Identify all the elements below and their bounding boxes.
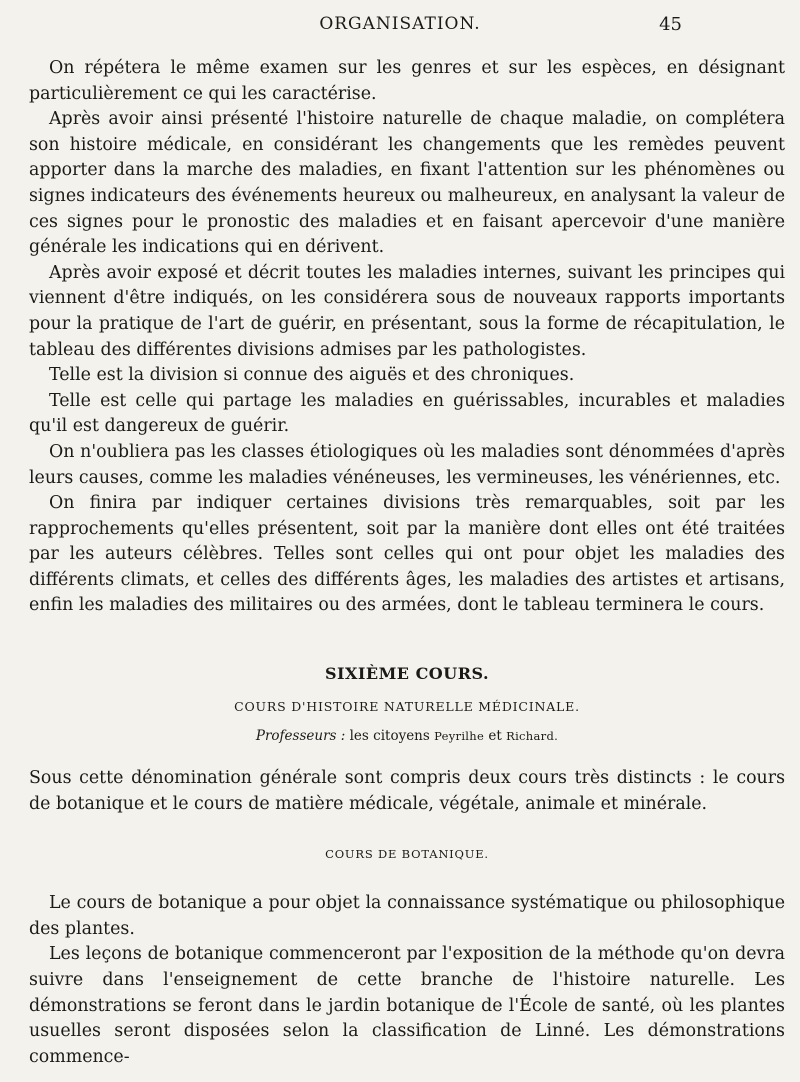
page-number: 45 — [659, 14, 682, 35]
paragraph: On n'oubliera pas les classes étiologiques où les maladies sont dénommées d'après leurs causes, comme les maladies vénéneuses, les vermineuses, les vénériennes, etc. — [29, 441, 785, 488]
paragraph: Telle est celle qui partage les maladies en guérissables, incurables et maladies qu'il est dangereux de guérir. — [29, 390, 785, 437]
page-header — [0, 14, 800, 42]
paragraph: Après avoir ainsi présenté l'histoire naturelle de chaque maladie, on complétera son histoire médicale, en considérant les changements que les remèdes peuvent apporter dans la marche des maladies, en fixant l'attention sur les phénomènes ou signes indicateurs des événements heureux ou malheureux, en analysant la valeur de ces signes pour le pronostic des maladies et en faisant apercevoir d'une manière générale les indications qui en dérivent. — [29, 109, 785, 258]
professors-line — [29, 728, 785, 744]
paragraph: Telle est la division si connue des aiguës et des chroniques. — [49, 365, 575, 386]
running-title: ORGANISATION. — [319, 14, 481, 34]
section-sixieme-cours — [29, 664, 785, 1070]
professors-text: les citoyens — [349, 728, 430, 744]
body-text — [29, 56, 785, 619]
paragraph: Les leçons de botanique commenceront par l'exposition de la méthode qu'on devra suivre dans l'enseignement de cette branche de l'histoire naturelle. Les démonstrations se feront dans le jardin botanique de l'École de santé, où les plantes usuelles seront disposées selon la classification de Linné. Les démonstrations commence- — [29, 944, 785, 1067]
paragraph: On répétera le même examen sur les genres et sur les espèces, en désignant particulièrement ce qui les caractérise. — [29, 58, 785, 104]
professors-and: et — [488, 728, 502, 744]
professors-label: Professeurs : — [255, 728, 346, 744]
paragraph: On finira par indiquer certaines divisions très remarquables, soit par les rapprochements qu'elles présentent, soit par la manière dont elles ont été traitées par les auteurs célèbres. Telles sont celles qui ont pour objet les maladies des différents climats, et celles des différents âges, les maladies des artistes et artisans, enfin les maladies des militaires ou des armées, dont le tableau terminera le cours. — [29, 493, 785, 616]
paragraph: Le cours de botanique a pour objet la connaissance systématique ou philosophique des plantes. — [29, 893, 785, 939]
subsection-body — [29, 891, 785, 1070]
section-subtitle: COURS D'HISTOIRE NATURELLE MÉDICINALE. — [234, 699, 580, 714]
subsection-title: COURS DE BOTANIQUE. — [325, 847, 489, 862]
professor-name: Peyrilhe — [434, 729, 485, 743]
paragraph: Après avoir exposé et décrit toutes les maladies internes, suivant les principes qui viennent d'être indiqués, on les considérera sous de nouveaux rapports importants pour la pratique de l'art de guérir, en présentant, sous la forme de récapitulation, le tableau des différentes divisions admises par les pathologistes. — [29, 262, 785, 360]
professor-name: Richard. — [506, 729, 559, 743]
section-title: SIXIÈME COURS. — [324, 664, 490, 683]
section-intro: Sous cette dénomination générale sont compris deux cours très distincts : le cours de botanique et le cours de matière médicale, végétale, animale et minérale. — [29, 768, 785, 814]
